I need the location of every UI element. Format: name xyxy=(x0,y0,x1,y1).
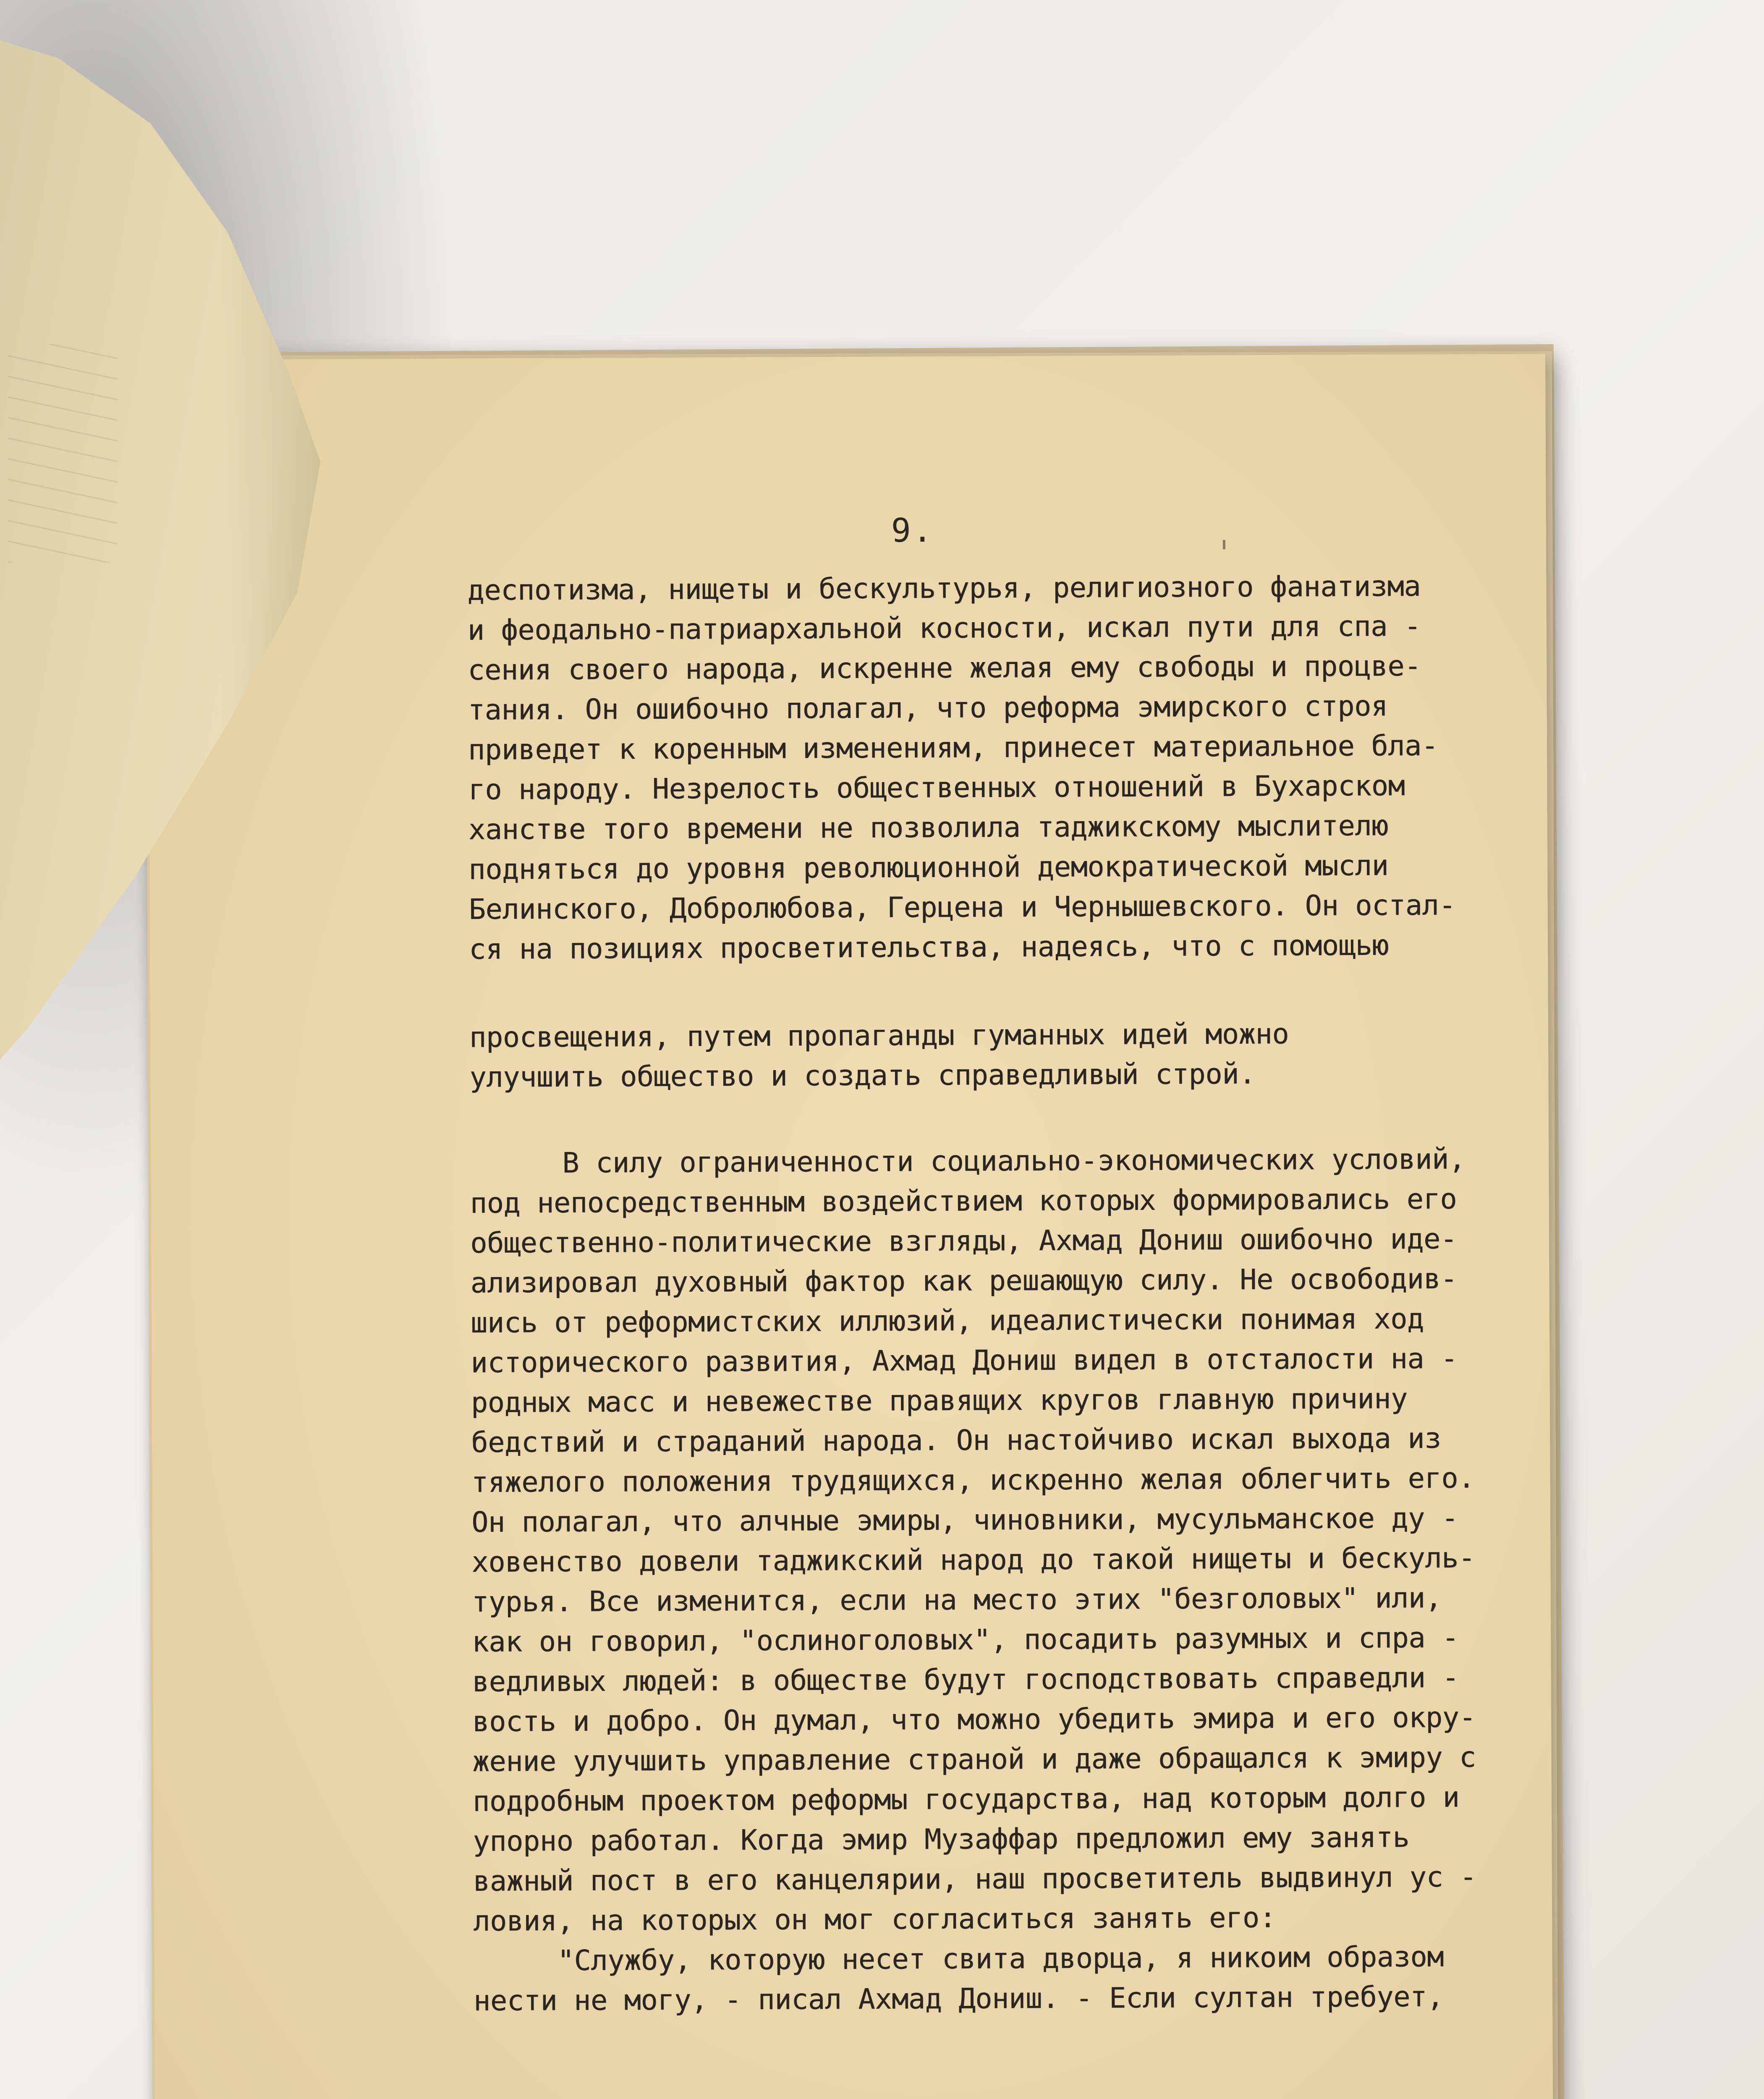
paragraph-1-continuation xyxy=(469,1013,1477,1097)
text-line: турья. Все изменится, если на место этих "безголовых" или, xyxy=(471,1581,1442,1618)
text-line: жение улучшить управление страной и даже обращался к эмиру с xyxy=(472,1740,1476,1778)
text-line: подняться до уровня революционной демократической мысли xyxy=(468,849,1389,886)
text-line: под непосредственным воздействием которых формировались его xyxy=(470,1182,1457,1220)
text-line: и феодально-патриархальной косности, искал пути для спа - xyxy=(467,610,1421,646)
text-line: ведливых людей: в обществе будут господствовать справедли - xyxy=(472,1661,1459,1698)
text-line: ловия, на которых он мог согласиться занять его: xyxy=(473,1901,1276,1937)
text-line: ховенство довели таджикский народ до такой нищеты и бескуль- xyxy=(471,1541,1475,1578)
text-line: го народу. Незрелость общественных отношений в Бухарском xyxy=(468,769,1405,806)
text-line: Белинского, Добролюбова, Герцена и Чернышевского. Он остал- xyxy=(468,888,1456,926)
text-line: деспотизма, нищеты и бескультурья, религиозного фанатизма xyxy=(467,570,1421,607)
text-line: важный пост в его канцелярии, наш просветитель выдвинул ус - xyxy=(473,1860,1477,1897)
text-line: исторического развития, Ахмад Дониш видел в отсталости на - xyxy=(471,1342,1458,1379)
text-line: ализировал духовный фактор как решающую силу. Не освободив- xyxy=(470,1262,1458,1299)
paragraph-1 xyxy=(467,566,1476,969)
text-line: "Службу, которую несет свита дворца, я никоим образом xyxy=(557,1940,1444,1977)
quotation xyxy=(473,1937,1481,2020)
bleed-through-marks xyxy=(8,344,118,563)
typed-page xyxy=(145,354,1554,2099)
text-line: просвещения, путем пропаганды гуманных идей можно xyxy=(469,1017,1289,1054)
text-line: как он говорил, "ослиноголовых", посадить разумных и спра - xyxy=(472,1621,1459,1658)
text-line: В силу ограниченности социально-экономических условий, xyxy=(562,1142,1466,1179)
text-line: шись от реформистских иллюзий, идеалистически понимая ход xyxy=(470,1302,1424,1339)
text-line: подробным проектом реформы государства, над которым долго и xyxy=(472,1780,1460,1818)
text-line: ханстве того времени не позволила таджикскому мыслителю xyxy=(468,809,1389,846)
text-line: тяжелого положения трудящихся, искренно желая облегчить его. xyxy=(471,1461,1475,1499)
text-line: улучшить общество и создать справедливый строй. xyxy=(469,1057,1256,1094)
text-line: сения своего народа, искренне желая ему свободы и процве- xyxy=(468,649,1421,686)
text-line: тания. Он ошибочно полагал, что реформа эмирского строя xyxy=(468,689,1388,726)
text-line: родных масс и невежестве правящих кругов главную причину xyxy=(471,1382,1408,1419)
text-line: приведет к коренным изменениям, принесет материальное бла- xyxy=(468,729,1438,766)
text-line: общественно-политические взгляды, Ахмад Дониш ошибочно иде- xyxy=(470,1222,1457,1259)
text-line: нести не могу, - писал Ахмад Дониш. - Если султан требует, xyxy=(473,1980,1444,2017)
text-line: Он полагал, что алчные эмиры, чиновники, мусульманское ду - xyxy=(471,1501,1458,1539)
text-line: бедствий и страданий народа. Он настойчиво искал выхода из xyxy=(471,1421,1441,1459)
ink-mark xyxy=(1223,540,1225,549)
text-line: упорно работал. Когда эмир Музаффар предложил ему занять xyxy=(473,1821,1410,1858)
paragraph-2 xyxy=(470,1139,1481,1941)
text-line: ся на позициях просветительства, надеясь, что с помощью xyxy=(468,929,1389,966)
text-line: вость и добро. Он думал, что можно убедить эмира и его окру- xyxy=(472,1701,1476,1738)
page-number: 9. xyxy=(891,512,934,550)
